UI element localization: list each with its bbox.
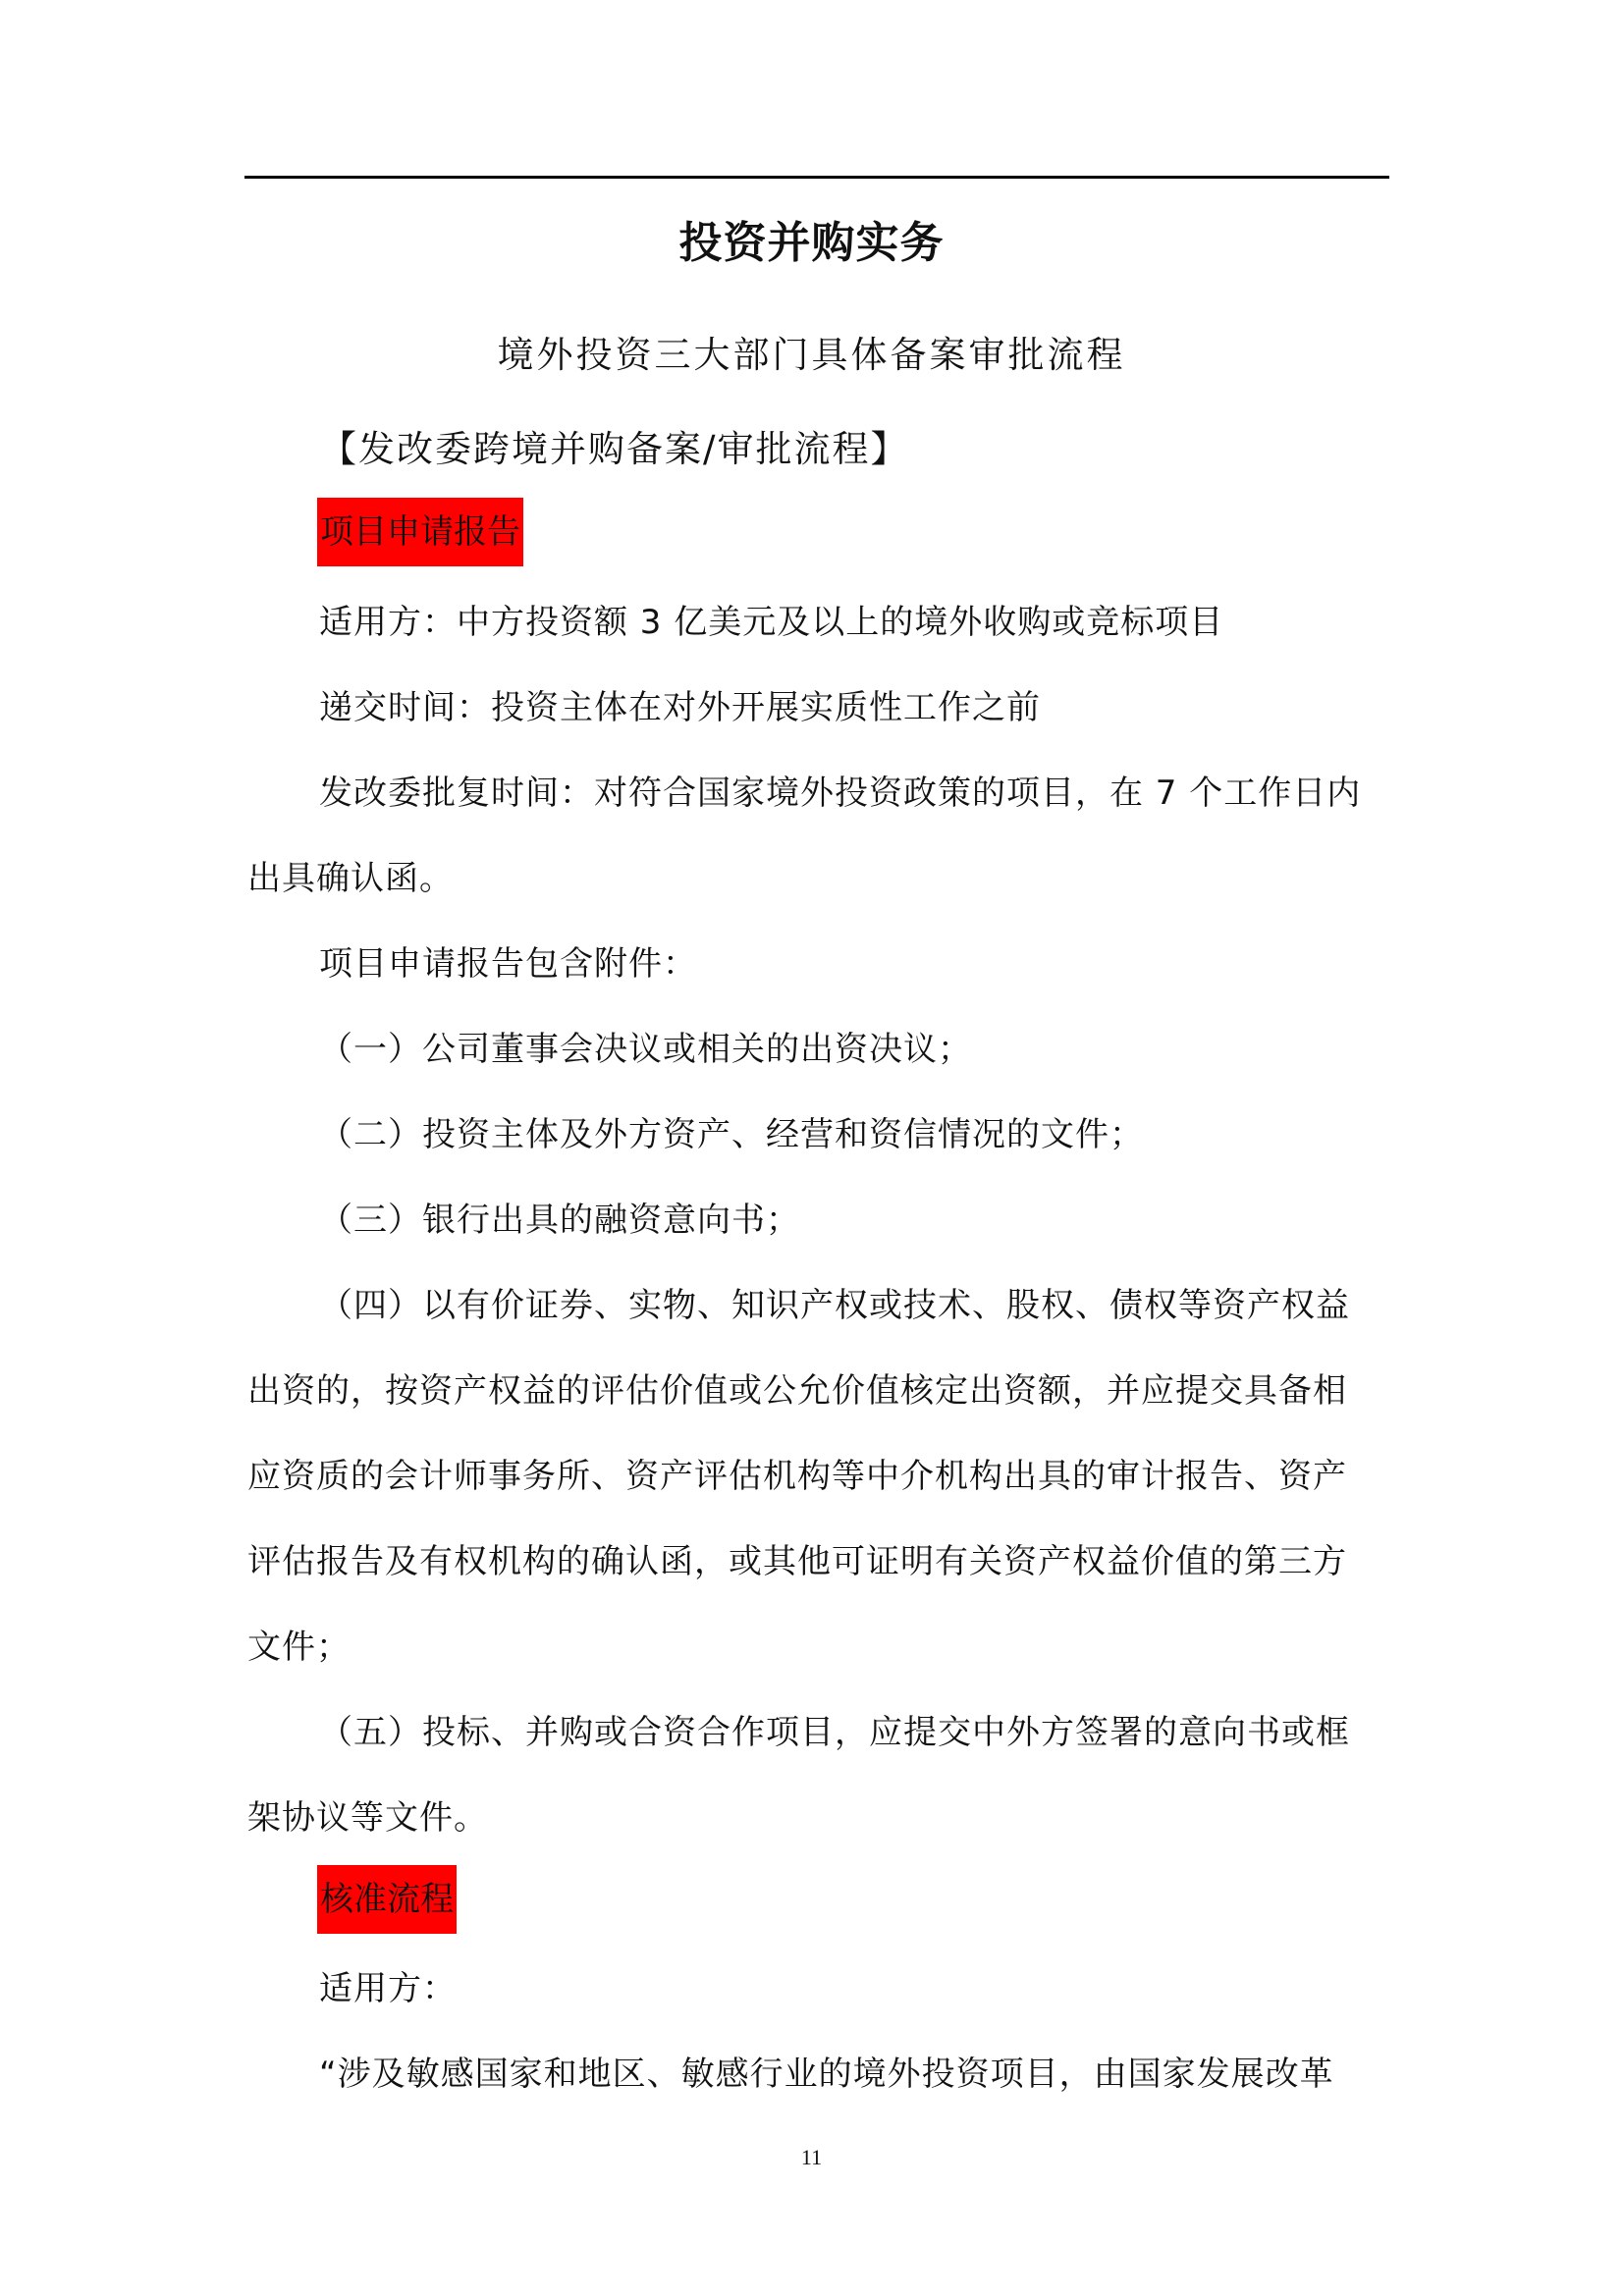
highlighted-heading-project-application: 项目申请报告 (317, 498, 523, 566)
section-title: 境外投资三大部门具体备案审批流程 (497, 334, 1126, 376)
page-number: 11 (800, 2145, 823, 2169)
paragraph-quote-line-1: “涉及敏感国家和地区、敏感行业的境外投资项目，由国家发展改革 (319, 2055, 1334, 2094)
paragraph-submit-time: 递交时间：投资主体在对外开展实质性工作之前 (319, 688, 1041, 727)
list-item-1: （一）公司董事会决议或相关的出资决议； (319, 1030, 972, 1069)
paragraph-applicable-party: 适用方：中方投资额 3 亿美元及以上的境外收购或竞标项目 (319, 603, 1224, 642)
list-item-4-line-1: （四）以有价证券、实物、知识产权或技术、股权、债权等资产权益 (319, 1286, 1350, 1325)
list-item-4-line-3: 应资质的会计师事务所、资产评估机构等中介机构出具的审计报告、资产 (247, 1457, 1347, 1496)
document-title: 投资并购实务 (678, 218, 945, 268)
list-item-5-line-1: （五）投标、并购或合资合作项目，应提交中外方签署的意向书或框 (319, 1713, 1350, 1752)
highlighted-heading-approval-process: 核准流程 (317, 1865, 457, 1934)
list-item-4-line-2: 出资的，按资产权益的评估价值或公允价值核定出资额，并应提交具备相 (247, 1371, 1347, 1411)
header-rule (244, 176, 1389, 179)
paragraph-approval-time-line-1: 发改委批复时间：对符合国家境外投资政策的项目，在 7 个工作日内 (319, 774, 1362, 813)
list-item-4-line-4: 评估报告及有权机构的确认函，或其他可证明有关资产权益价值的第三方 (247, 1542, 1347, 1581)
list-item-2: （二）投资主体及外方资产、经营和资信情况的文件； (319, 1115, 1144, 1154)
paragraph-approval-applicable: 适用方： (319, 1969, 457, 2008)
paragraph-attachments-intro: 项目申请报告包含附件： (319, 944, 697, 984)
list-item-3: （三）银行出具的融资意向书； (319, 1201, 800, 1240)
list-item-5-line-2: 架协议等文件。 (247, 1798, 488, 1838)
paragraph-approval-time-line-2: 出具确认函。 (247, 859, 454, 898)
list-item-4-line-5: 文件； (247, 1628, 351, 1667)
subsection-title: 【发改委跨境并购备案/审批流程】 (320, 428, 909, 470)
